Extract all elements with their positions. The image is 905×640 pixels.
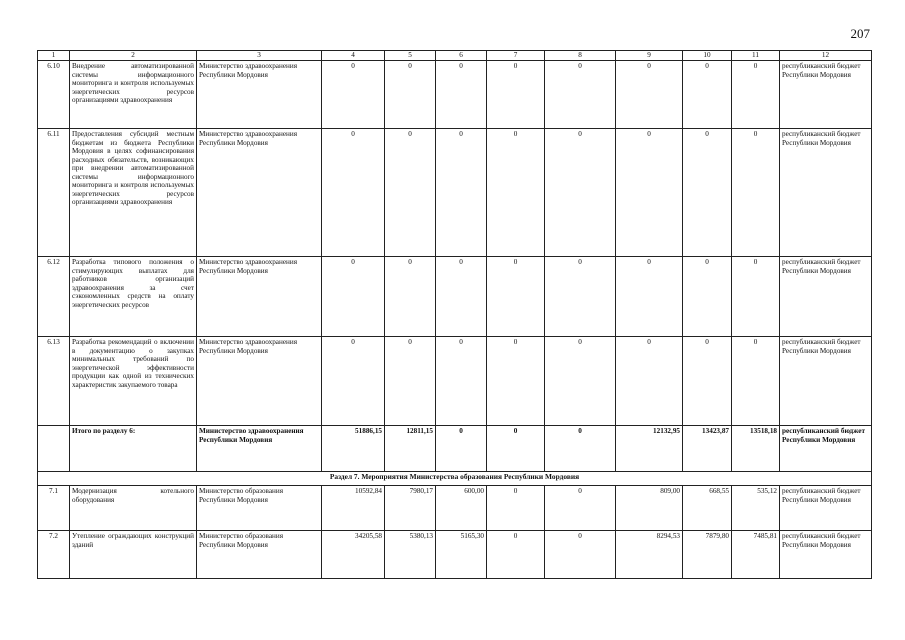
row-number: 6.13 [38, 337, 70, 426]
column-header: 7 [487, 51, 545, 61]
value-cell: 0 [385, 61, 436, 129]
value-cell: 0 [487, 61, 545, 129]
column-header: 11 [732, 51, 780, 61]
value-cell: 0 [436, 257, 487, 337]
activity-description: Разработка рекомендаций о включении в документацию о закупках минимальных требований по энергетической эффективности продукции как одной из технических характеристик закупаемого товара [70, 337, 197, 426]
activity-description: Разработка типового положения о стимулирующих выплатах для работников организаций здравоохранения за счет сэкономленных средств на оплату энергетических ресурсов [70, 257, 197, 337]
value-cell: 0 [487, 337, 545, 426]
value-cell: 535,12 [732, 486, 780, 531]
value-cell: 13423,87 [683, 426, 732, 472]
executor: Министерство здравоохранения Республики Мордовия [197, 426, 322, 472]
value-cell: 0 [487, 129, 545, 257]
value-cell: 668,55 [683, 486, 732, 531]
value-cell: 0 [732, 61, 780, 129]
table-row [38, 531, 872, 579]
total-label: Итого по разделу 6: [70, 426, 197, 472]
funding-source: республиканский бюджет Республики Мордовия [780, 129, 872, 257]
value-cell: 0 [616, 61, 683, 129]
row-number: 6.10 [38, 61, 70, 129]
value-cell: 13518,18 [732, 426, 780, 472]
activity-description: Внедрение автоматизированной системы информационного мониторинга и контроля используемых энергетических ресурсов организациями здравоохранения [70, 61, 197, 129]
value-cell: 12811,15 [385, 426, 436, 472]
value-cell: 0 [322, 257, 385, 337]
executor: Министерство здравоохранения Республики Мордовия [197, 257, 322, 337]
value-cell: 0 [732, 129, 780, 257]
value-cell: 0 [487, 486, 545, 531]
value-cell: 0 [683, 337, 732, 426]
value-cell: 5165,30 [436, 531, 487, 579]
value-cell: 0 [545, 426, 616, 472]
value-cell: 8294,53 [616, 531, 683, 579]
funding-source: республиканский бюджет Республики Мордовия [780, 337, 872, 426]
row-number: 7.2 [38, 531, 70, 579]
column-header: 4 [322, 51, 385, 61]
value-cell: 0 [545, 486, 616, 531]
executor: Министерство здравоохранения Республики Мордовия [197, 61, 322, 129]
value-cell: 34205,58 [322, 531, 385, 579]
funding-source: республиканский бюджет Республики Мордовия [780, 486, 872, 531]
value-cell: 0 [732, 257, 780, 337]
value-cell: 12132,95 [616, 426, 683, 472]
value-cell: 5380,13 [385, 531, 436, 579]
column-header: 3 [197, 51, 322, 61]
column-header: 1 [38, 51, 70, 61]
value-cell: 0 [436, 61, 487, 129]
row-number [38, 426, 70, 472]
value-cell: 0 [322, 129, 385, 257]
activity-description: Предоставления субсидий местным бюджетам из бюджета Республики Мордовия в целях софинансирования расходных обязательств, возникающих при внедрении автоматизированной системы информационного мониторинга и контроля используемых энергетических ресурсов организациями здравоохранения [70, 129, 197, 257]
value-cell: 0 [616, 129, 683, 257]
value-cell: 0 [545, 257, 616, 337]
funding-source: республиканский бюджет Республики Мордовия [780, 531, 872, 579]
value-cell: 0 [322, 61, 385, 129]
row-number: 6.11 [38, 129, 70, 257]
value-cell: 0 [487, 531, 545, 579]
section-heading-row [38, 472, 872, 486]
value-cell: 7879,80 [683, 531, 732, 579]
row-number: 7.1 [38, 486, 70, 531]
value-cell: 0 [545, 531, 616, 579]
funding-source: республиканский бюджет Республики Мордовия [780, 426, 872, 472]
value-cell: 0 [385, 129, 436, 257]
value-cell: 0 [487, 426, 545, 472]
table-row [38, 129, 872, 257]
value-cell: 10592,84 [322, 486, 385, 531]
value-cell: 0 [616, 337, 683, 426]
value-cell: 0 [322, 337, 385, 426]
funding-source: республиканский бюджет Республики Мордовия [780, 61, 872, 129]
column-number-row [38, 51, 872, 61]
program-activities-table [37, 50, 872, 579]
executor: Министерство здравоохранения Республики Мордовия [197, 337, 322, 426]
column-header: 2 [70, 51, 197, 61]
activity-description: Утепление ограждающих конструкций зданий [70, 531, 197, 579]
funding-source: республиканский бюджет Республики Мордовия [780, 257, 872, 337]
value-cell: 0 [436, 337, 487, 426]
column-header: 5 [385, 51, 436, 61]
value-cell: 0 [545, 337, 616, 426]
value-cell: 0 [545, 129, 616, 257]
executor: Министерство образования Республики Мордовия [197, 486, 322, 531]
value-cell: 7485,81 [732, 531, 780, 579]
value-cell: 0 [683, 129, 732, 257]
column-header: 12 [780, 51, 872, 61]
value-cell: 0 [385, 337, 436, 426]
section-title: Раздел 7. Мероприятия Министерства образования Республики Мордовия [38, 472, 872, 486]
value-cell: 809,00 [616, 486, 683, 531]
value-cell: 0 [385, 257, 436, 337]
executor: Министерство образования Республики Мордовия [197, 531, 322, 579]
table-row [38, 337, 872, 426]
value-cell: 0 [436, 426, 487, 472]
section-total-row [38, 426, 872, 472]
executor: Министерство здравоохранения Республики Мордовия [197, 129, 322, 257]
value-cell: 600,00 [436, 486, 487, 531]
column-header: 9 [616, 51, 683, 61]
column-header: 6 [436, 51, 487, 61]
row-number: 6.12 [38, 257, 70, 337]
activity-description: Модернизация котельного оборудования [70, 486, 197, 531]
value-cell: 0 [487, 257, 545, 337]
column-header: 10 [683, 51, 732, 61]
table-row [38, 257, 872, 337]
value-cell: 0 [732, 337, 780, 426]
value-cell: 0 [683, 61, 732, 129]
column-header: 8 [545, 51, 616, 61]
value-cell: 0 [545, 61, 616, 129]
value-cell: 0 [616, 257, 683, 337]
value-cell: 51886,15 [322, 426, 385, 472]
value-cell: 0 [683, 257, 732, 337]
value-cell: 0 [436, 129, 487, 257]
page-number: 207 [850, 26, 870, 41]
table-row [38, 486, 872, 531]
value-cell: 7980,17 [385, 486, 436, 531]
table-row [38, 61, 872, 129]
